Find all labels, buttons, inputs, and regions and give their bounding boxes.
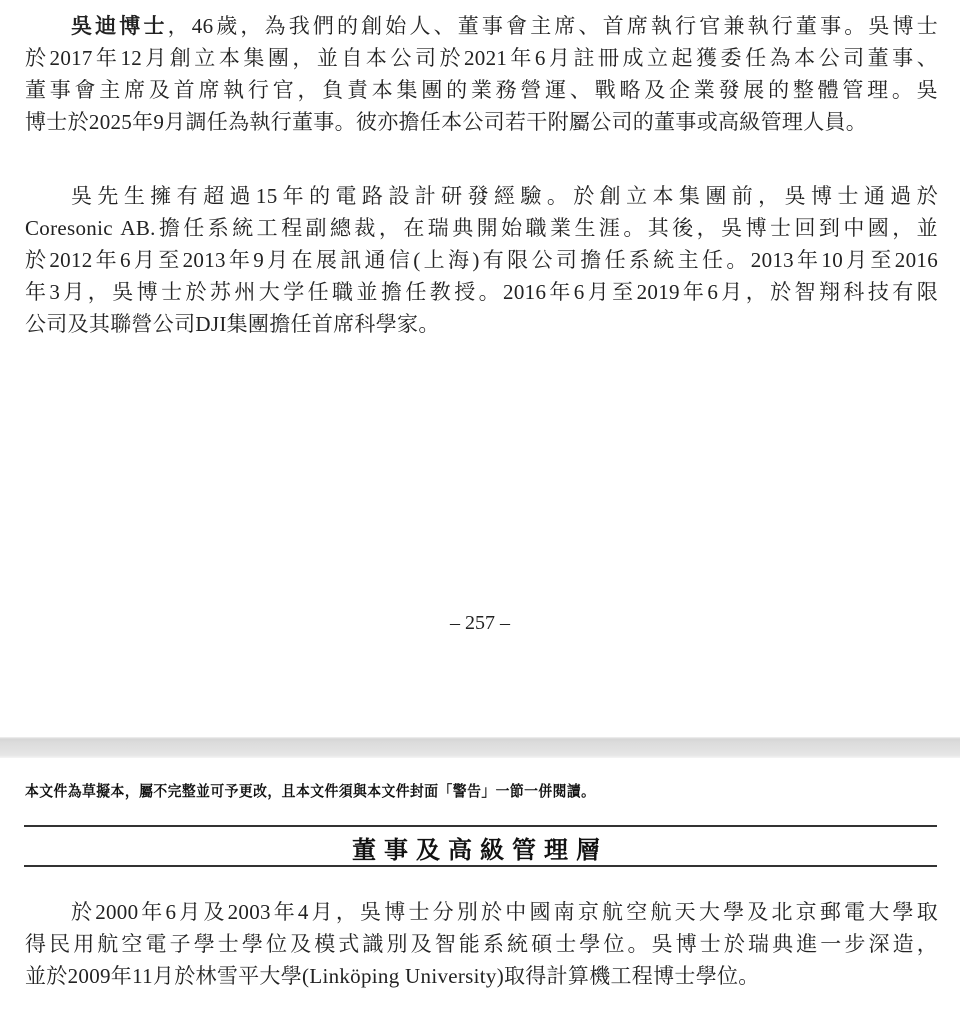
page-number: – 257 –: [450, 612, 510, 634]
paragraph-line: 董事會主席及首席執行官，負責本集團的業務營運、戰略及企業發展的整體管理。吳: [25, 78, 938, 102]
paragraph-line: 於2000年6月及2003年4月，吳博士分別於中國南京航空航天大學及北京郵電大學取: [71, 900, 938, 924]
paragraph-line: 得民用航空電子學士學位及模式識別及智能系統碩士學位。吳博士於瑞典進一步深造，: [25, 932, 938, 956]
person-name: 吳迪博士: [71, 14, 168, 38]
paragraph-career-history: [25, 180, 938, 340]
section-title: 董事及高級管理層: [352, 838, 608, 864]
section-title-top-rule: [24, 825, 937, 827]
document-page-258: [0, 758, 960, 1009]
paragraph-line: 於2017年12月創立本集團，並自本公司於2021年6月註冊成立起獲委任為本公司董事、: [25, 46, 938, 70]
paragraph-line: Coresonic AB.擔任系統工程副總裁，在瑞典開始職業生涯。其後，吳博士回到中國，並: [25, 216, 938, 240]
draft-notice-header: 本文件為草擬本，屬不完整並可予更改，且本文件須與本文件封面「警告」一節一併閱讀。: [25, 784, 596, 800]
paragraph-line: 吳迪博士，46歲，為我們的創始人、董事會主席、首席執行官兼執行董事。吳博士: [71, 14, 938, 38]
paragraph-line: 吳先生擁有超過15年的電路設計研發經驗。於創立本集團前，吳博士通過於: [71, 184, 938, 208]
paragraph-line: 年3月，吳博士於苏州大学任職並擔任教授。2016年6月至2019年6月，於智翔科技有限: [25, 280, 938, 304]
paragraph-line: 並於2009年11月於林雪平大學(Linköping University)取得計算機工程博士學位。: [25, 964, 760, 988]
paragraph-line: 於2012年6月至2013年9月在展訊通信(上海)有限公司擔任系統主任。2013年10月至2016: [25, 248, 938, 272]
paragraph-line: 博士於2025年9月調任為執行董事。彼亦擔任本公司若干附屬公司的董事或高級管理人員。: [25, 110, 868, 134]
paragraph-line: 公司及其聯營公司DJI集團擔任首席科學家。: [25, 312, 440, 336]
page-separator: [0, 737, 960, 758]
paragraph-biography-intro: [25, 10, 938, 138]
paragraph-education: [25, 896, 938, 992]
section-title-bottom-rule: [24, 865, 937, 867]
